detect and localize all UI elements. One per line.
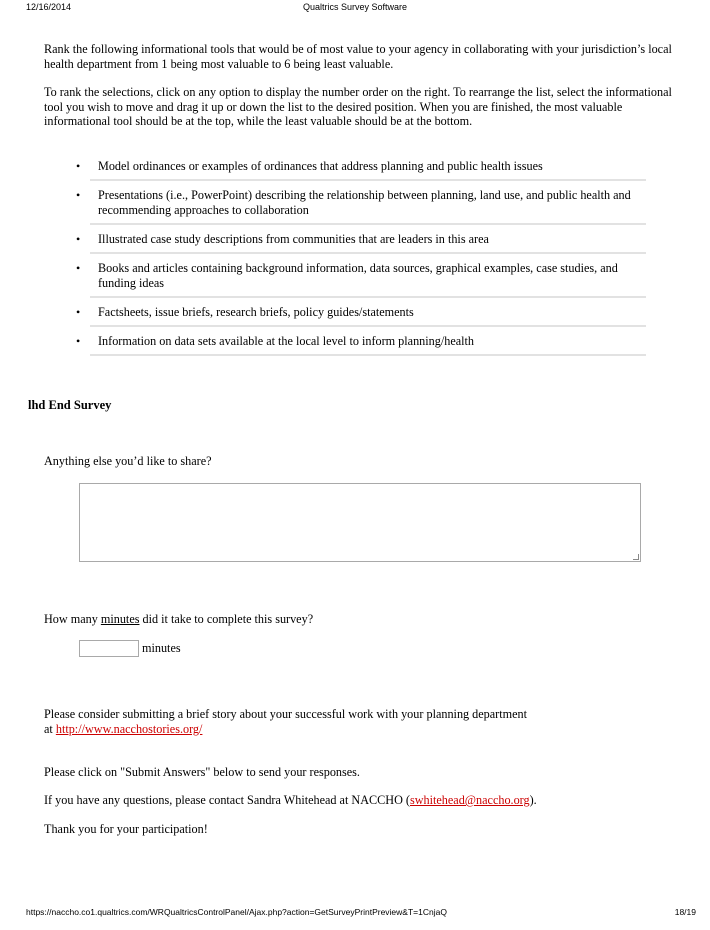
rank-option[interactable] (74, 327, 646, 356)
rank-option[interactable] (74, 254, 646, 298)
nacchostories-link[interactable]: http://www.nacchostories.org/ (55, 721, 203, 736)
bullet-icon: • (76, 261, 81, 275)
bullet-icon: • (76, 188, 81, 202)
print-page-title: Qualtrics Survey Software (302, 2, 408, 12)
block-title: lhd End Survey (28, 398, 112, 412)
rank-option-label: Illustrated case study descriptions from communities that are leaders in this area (98, 232, 489, 246)
share-question: Anything else you’d like to share? (44, 454, 212, 468)
rank-option-label: Model ordinances or examples of ordinances that address planning and public health issues (98, 159, 543, 173)
print-footer-url: https://naccho.co1.qualtrics.com/WRQualtricsControlPanel/Ajax.php?action=GetSurveyPrintPreview&T=1CnjaQ (26, 907, 447, 917)
divider (90, 354, 646, 356)
rank-option[interactable] (74, 298, 646, 327)
minutes-question-emphasis: minutes (100, 612, 140, 626)
minutes-unit-label: minutes (142, 641, 181, 655)
rank-option-label: Information on data sets available at the local level to inform planning/health (98, 334, 474, 348)
minutes-field-row (79, 640, 181, 657)
bullet-icon: • (76, 232, 81, 246)
rank-option-label: Presentations (i.e., PowerPoint) describing the relationship between planning, land use, and public health and recommending approaches to collaboration (98, 188, 631, 217)
minutes-question-prefix: How many (44, 612, 101, 626)
rank-option[interactable] (74, 225, 646, 254)
page-number: 18/19 (674, 907, 696, 917)
contact-suffix: ). (529, 793, 537, 807)
bullet-icon: • (76, 334, 81, 348)
bullet-icon: • (76, 159, 81, 173)
resize-handle-icon[interactable] (633, 554, 639, 560)
rank-order-list (74, 152, 646, 356)
rank-option-label: Factsheets, issue briefs, research briefs, policy guides/statements (98, 305, 414, 319)
minutes-question-suffix: did it take to complete this survey? (139, 612, 314, 626)
story-prefix: at (44, 721, 56, 736)
contact-prefix: If you have any questions, please contact Sandra Whitehead at NACCHO ( (44, 793, 410, 807)
rank-option-label: Books and articles containing background information, data sources, graphical examples, case studies, and funding ideas (98, 261, 618, 290)
bullet-icon: • (76, 305, 81, 319)
minutes-input[interactable] (79, 640, 139, 657)
submit-instructions: Please click on "Submit Answers" below to send your responses. (44, 765, 360, 779)
story-text: Please consider submitting a brief story about your successful work with your planning department (44, 707, 527, 721)
rank-question-instructions: To rank the selections, click on any option to display the number order on the right. To rearrange the list, select the informational tool you wish to move and drag it up or down the list to the desired position. When you are finished, the most valuable informational tool should be at the top, while the least valuable should be at the bottom. (44, 85, 672, 128)
contact-email-link[interactable]: swhitehead@naccho.org (409, 793, 530, 807)
thank-you-text: Thank you for your participation! (44, 822, 208, 836)
rank-question-prompt: Rank the following informational tools that would be of most value to your agency in collaborating with your jurisdiction’s local health department from 1 being most valuable to 6 being least valuable. (44, 42, 672, 71)
story-paragraph (44, 707, 684, 736)
rank-option[interactable] (74, 152, 646, 181)
rank-option[interactable] (74, 181, 646, 225)
contact-paragraph (44, 793, 684, 808)
print-date: 12/16/2014 (26, 2, 72, 12)
share-textarea[interactable] (79, 483, 641, 562)
minutes-question (44, 612, 313, 627)
